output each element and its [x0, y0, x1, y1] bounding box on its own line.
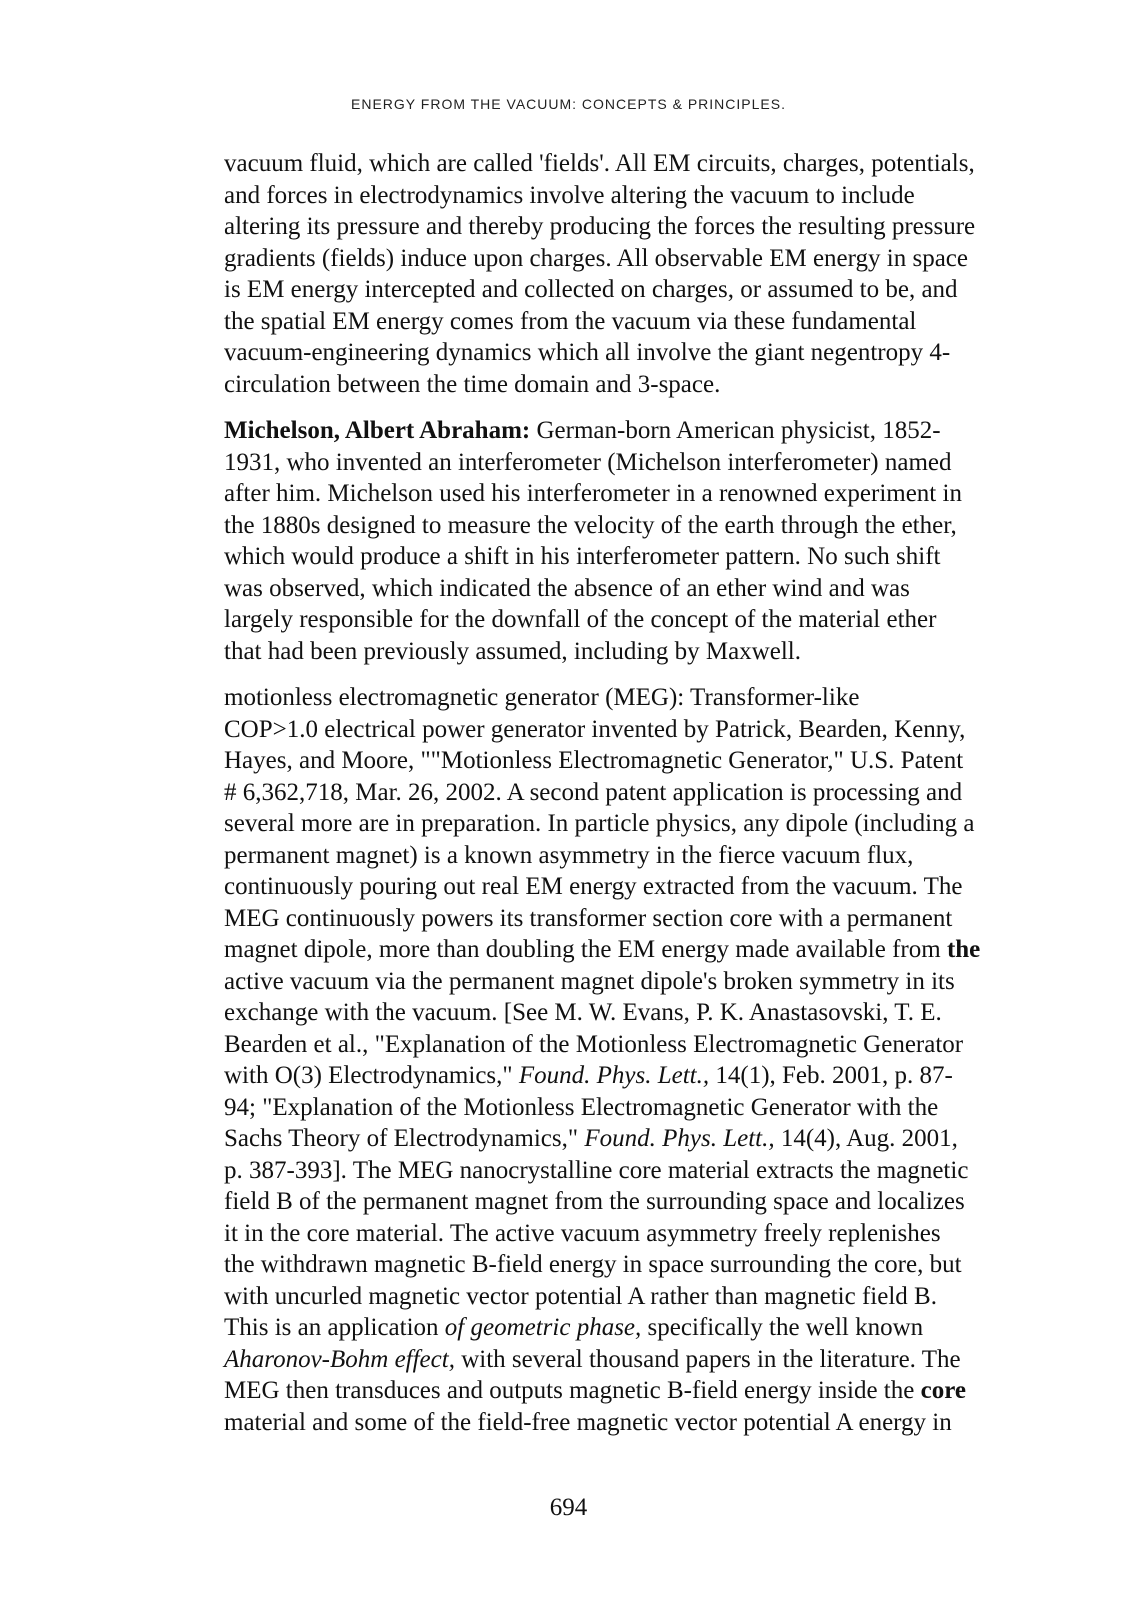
- text-line: several more are in preparation. In particle physics, any dipole (including a: [224, 810, 975, 837]
- text-line: 94; "Explanation of the Motionless Electromagnetic Generator with the: [224, 1093, 939, 1121]
- text-span: 14(4), Aug. 2001,: [774, 1125, 958, 1152]
- glossary-entry-michelson: [224, 415, 1088, 667]
- text-line: the 1880s designed to measure the velocity of the earth through the ether,: [224, 511, 957, 539]
- text-line: field B of the permanent magnet from the surrounding space and localizes: [224, 1188, 965, 1215]
- text-span: specifically the well known: [641, 1314, 924, 1341]
- page-number: 694: [549, 1494, 588, 1521]
- text-line: [224, 1375, 1088, 1407]
- text-line: MEG continuously powers its transformer section core with a permanent: [224, 904, 953, 932]
- entry-term: Michelson, Albert Abraham:: [224, 417, 531, 444]
- text-line: Bearden et al., "Explanation of the Motionless Electromagnetic Generator: [224, 1030, 964, 1058]
- text-line: p. 387-393]. The MEG nanocrystalline core material extracts the magnetic: [224, 1156, 969, 1184]
- italic-term: of geometric phase,: [444, 1314, 642, 1341]
- journal-title: Found. Phys. Lett.,: [518, 1062, 710, 1089]
- entry-text: German-born American physicist, 1852-: [530, 417, 941, 444]
- text-line: [224, 1060, 1088, 1092]
- text-line: continuously pouring out real EM energy extracted from the vacuum. The: [224, 873, 963, 900]
- text-line: and forces in electrodynamics involve altering the vacuum to include: [224, 181, 915, 209]
- text-line: it in the core material. The active vacuum asymmetry freely replenishes: [224, 1219, 941, 1247]
- text-line: active vacuum via the permanent magnet dipole's broken symmetry in its: [224, 967, 955, 995]
- text-line: [224, 415, 1088, 447]
- text-line: Hayes, and Moore, ""Motionless Electromagnetic Generator," U.S. Patent: [224, 747, 964, 774]
- paragraph-gap: [224, 667, 1088, 682]
- text-span: Sachs Theory of Electrodynamics,": [224, 1125, 585, 1152]
- text-line: permanent magnet) is a known asymmetry in the fierce vacuum flux,: [224, 841, 914, 869]
- text-line: exchange with the vacuum. [See M. W. Evans, P. K. Anastasovski, T. E.: [224, 999, 942, 1026]
- text-line: which would produce a shift in his interferometer pattern. No such shift: [224, 543, 941, 570]
- text-line: # 6,362,718, Mar. 26, 2002. A second patent application is processing and: [224, 778, 963, 806]
- text-line: [224, 1123, 1088, 1155]
- text-span: 14(1), Feb. 2001, p. 87-: [709, 1062, 953, 1089]
- glossary-entry-meg: [224, 682, 1088, 1438]
- text-line: was observed, which indicated the absence of an ether wind and was: [224, 574, 910, 602]
- journal-title: Found. Phys. Lett.,: [584, 1125, 775, 1152]
- text-line: [224, 1312, 1088, 1344]
- text-line: the spatial EM energy comes from the vacuum via these fundamental: [224, 307, 917, 335]
- text-line: the withdrawn magnetic B-field energy in space surrounding the core, but: [224, 1251, 962, 1278]
- text-line: vacuum fluid, which are called 'fields'. All EM circuits, charges, potentials,: [224, 150, 975, 177]
- text-line: material and some of the field-free magnetic vector potential A energy in: [224, 1408, 952, 1436]
- text-line: is EM energy intercepted and collected on charges, or assumed to be, and: [224, 276, 958, 303]
- italic-term: Aharonov-Bohm effect,: [224, 1345, 455, 1373]
- text-line: vacuum-engineering dynamics which all involve the giant negentropy 4-: [224, 339, 951, 366]
- text-line: altering its pressure and thereby producing the forces the resulting pressure: [224, 213, 976, 240]
- text-span: magnet dipole, more than doubling the EM energy made available from: [224, 936, 947, 963]
- bold-span: core: [920, 1377, 966, 1404]
- text-line: COP>1.0 electrical power generator invented by Patrick, Bearden, Kenny,: [224, 715, 966, 743]
- text-span: with several thousand papers in the literature. The: [454, 1345, 961, 1373]
- bold-span: the: [946, 936, 981, 963]
- text-span: MEG then transduces and outputs magnetic B-field energy inside the: [224, 1377, 921, 1404]
- text-line: that had been previously assumed, including by Maxwell.: [224, 637, 801, 665]
- text-line: gradients (fields) induce upon charges. All observable EM energy in space: [224, 244, 968, 272]
- text-line: 1931, who invented an interferometer (Michelson interferometer) named: [224, 448, 952, 476]
- running-head: ENERGY FROM THE VACUUM: CONCEPTS & PRINCIPLES.: [351, 96, 786, 112]
- text-line: [224, 934, 1088, 966]
- paragraph-vacuum-fields: [224, 148, 1088, 400]
- text-line: largely responsible for the downfall of the concept of the material ether: [224, 606, 937, 633]
- text-line: [224, 1344, 1088, 1376]
- text-span: with O(3) Electrodynamics,": [224, 1062, 519, 1089]
- text-span: This is an application: [224, 1314, 445, 1341]
- body-text: [224, 148, 1088, 1438]
- text-line: motionless electromagnetic generator (MEG): Transformer-like: [224, 684, 860, 711]
- paragraph-gap: [224, 400, 1088, 415]
- text-line: after him. Michelson used his interferometer in a renowned experiment in: [224, 480, 962, 507]
- text-line: with uncurled magnetic vector potential A rather than magnetic field B.: [224, 1282, 937, 1310]
- text-line: circulation between the time domain and 3-space.: [224, 370, 721, 398]
